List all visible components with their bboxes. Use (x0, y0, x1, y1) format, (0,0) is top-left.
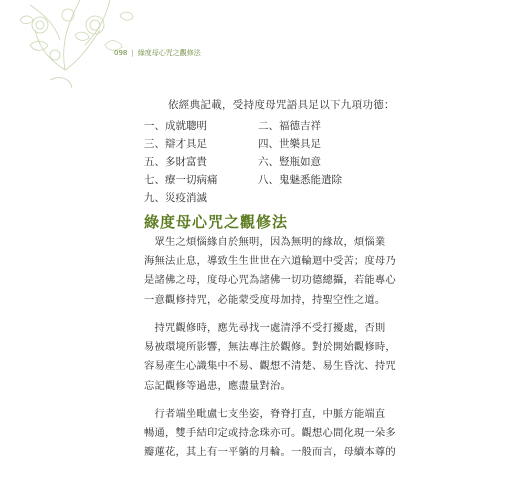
paragraph-line: 易被環境所影響，無法專注於觀修。對於開始觀修時， (144, 341, 396, 354)
merit-item: 九、災疫消滅 (144, 192, 207, 204)
paragraph-line: 持咒觀修時，應先尋找一處清淨不受打擾處，否則 (144, 322, 386, 334)
merit-item: 四、世樂具足 (258, 138, 321, 150)
merit-item: 二、福德吉祥 (258, 120, 321, 132)
merit-item: 七、療一切病痛 (144, 174, 218, 186)
merit-item: 三、辯才具足 (144, 138, 207, 150)
paragraph (144, 319, 396, 396)
paragraph-line: 眾生之煩惱緣自於無明，因為無明的緣故，煩惱業 (144, 236, 386, 248)
paragraph-line: 行者端坐毗盧七支坐姿，脊脊打直，中脈方能端直 (144, 408, 386, 420)
header-separator: | (131, 49, 134, 57)
paragraph (144, 405, 396, 463)
intro-text: 依經典記載，受持度母咒語具足以下九項功德： (168, 99, 395, 111)
merits-list (144, 119, 424, 206)
paragraph-line: 一意觀修持咒，必能蒙受度母加持，持聖空性之道。 (144, 293, 386, 306)
floral-ornament (10, 0, 160, 90)
section-title: 綠度母心咒之觀修法 (144, 213, 289, 231)
merit-item: 六、豎瓶如意 (258, 156, 321, 168)
chapter-title: 綠度母心咒之觀修法 (137, 49, 201, 57)
paragraph-line: 是諸佛之母，度母心咒為諸佛一切功德總攝，若能專心 (144, 274, 396, 287)
merit-item: 五、多財富貴 (144, 156, 207, 168)
merit-item: 一、成就聰明 (144, 120, 207, 132)
merit-item: 八、鬼魅悉能遣除 (258, 174, 342, 186)
paragraph-line: 容易產生心識集中不易、觀想不清楚、易生昏沈、持咒 (144, 360, 396, 373)
paragraph-line: 海無法止息，導致生生世世在六道輪迴中受苦；度母乃 (144, 255, 396, 268)
paragraph-line: 瓣蓮花，其上有一平躺的月輪。一般而言，母續本尊的 (144, 446, 396, 459)
paragraph-line: 暢通，雙手結印定或持念珠亦可。觀想心間化現一朵多 (144, 427, 396, 440)
paragraph-line: 忘記觀修等過患，應盡量對治。 (144, 379, 291, 392)
running-header (114, 48, 201, 58)
paragraph (144, 233, 396, 310)
page-number: 098 (114, 49, 128, 57)
